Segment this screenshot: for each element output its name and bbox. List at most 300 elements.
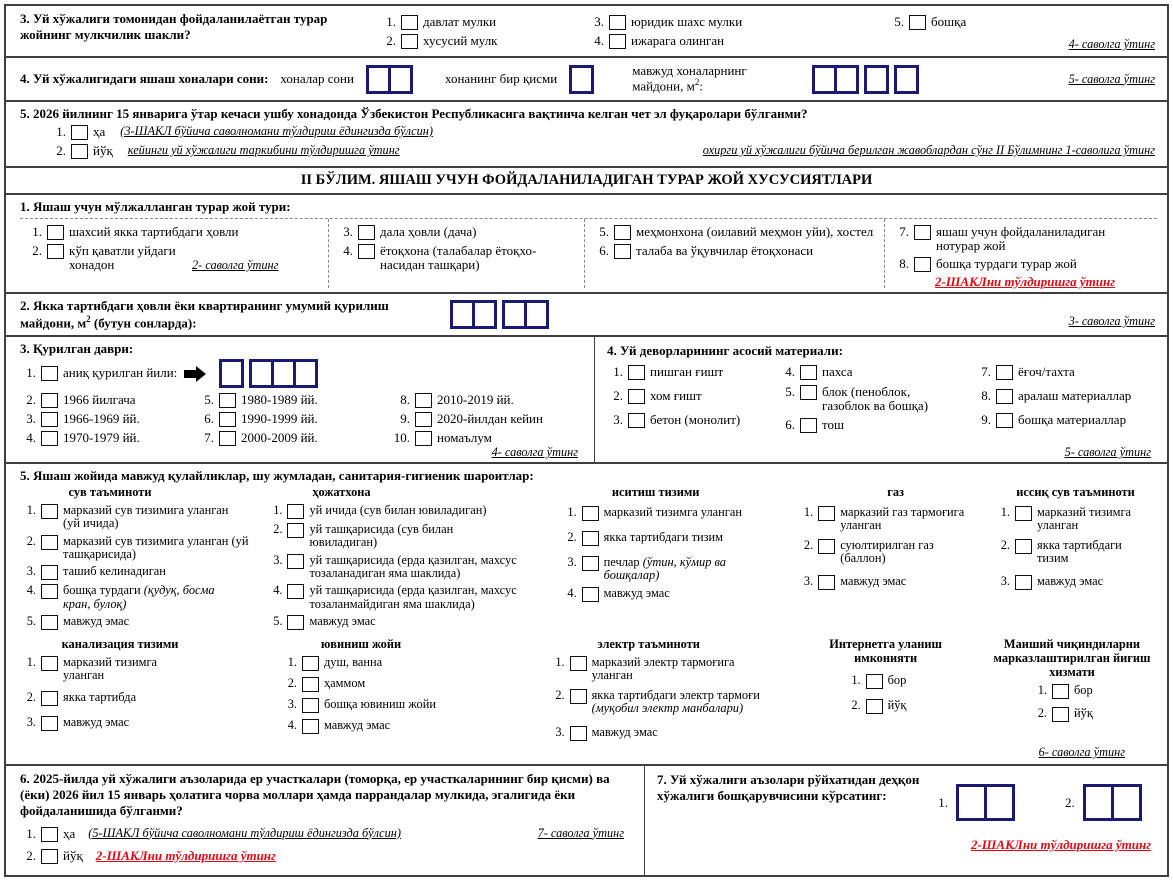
option-label: мавжуд эмас bbox=[63, 614, 130, 629]
p2q4-option-5-checkbox[interactable] bbox=[800, 385, 817, 400]
digit-cell[interactable] bbox=[1111, 784, 1142, 821]
p2q3-exact-checkbox[interactable] bbox=[41, 366, 58, 381]
option-number: 9. bbox=[981, 411, 991, 427]
option-number: 3. bbox=[613, 411, 623, 427]
water-option-3-checkbox[interactable] bbox=[41, 565, 58, 580]
option-label: бетон (монолит) bbox=[650, 411, 741, 427]
q3-option-2-checkbox[interactable] bbox=[401, 34, 418, 49]
option-label: блок (пеноблок, газоблок ва бошқа) bbox=[822, 383, 929, 413]
p2q3-option-9 bbox=[388, 412, 586, 427]
bath-option-4 bbox=[281, 719, 549, 734]
option-number: 1. bbox=[26, 365, 36, 381]
digit-cell[interactable] bbox=[524, 300, 549, 329]
q5-title: 5. 2026 йилнинг 15 январига ўтар кечаси ушбу хонадонда Ўзбекистон Республикасига вақтинча келган чет эл фуқаролари бўлганми? bbox=[20, 106, 808, 121]
option-number: 3. bbox=[26, 564, 36, 579]
p2q3-option-10 bbox=[388, 431, 586, 446]
bath-option-1-checkbox[interactable] bbox=[302, 656, 319, 671]
p2q4-option-6-checkbox[interactable] bbox=[800, 418, 817, 433]
p2q3-option-8 bbox=[388, 393, 586, 408]
member-1-cells bbox=[956, 784, 1015, 821]
option-label: йўқ bbox=[887, 697, 907, 712]
internet-option-2-checkbox[interactable] bbox=[866, 699, 883, 714]
p2q4-option-4 bbox=[779, 365, 975, 380]
option-number: 2. bbox=[555, 687, 565, 702]
hot-water-header: иссиқ сув таъминоти bbox=[1016, 484, 1135, 499]
option-label: хусусий мулк bbox=[423, 33, 498, 48]
option-number: 1. bbox=[567, 504, 577, 519]
q5-side-note: охирги уй хўжалиги бўйича берилган жавоблардан сўнг II Бўлимнинг 1-саволига ўтинг bbox=[702, 142, 1155, 157]
option-label: хом ғишт bbox=[650, 387, 702, 403]
option-number: 5. bbox=[204, 391, 214, 407]
digit-cell[interactable] bbox=[1083, 784, 1114, 821]
hotwater-option-1 bbox=[994, 506, 1157, 533]
sewer-option-2-checkbox[interactable] bbox=[41, 691, 58, 706]
p2q3-option-3 bbox=[20, 412, 198, 427]
option-label: 1966-1969 йй. bbox=[63, 410, 140, 426]
section-dwelling-type bbox=[6, 195, 1167, 294]
p2q4-option-7 bbox=[975, 365, 1157, 380]
option-label: 1980-1989 йй. bbox=[241, 391, 318, 407]
option-label: душ, ванна bbox=[323, 654, 383, 669]
p2q3-option-6-checkbox[interactable] bbox=[219, 412, 236, 427]
q-dehkan-manager bbox=[644, 766, 1167, 875]
option-label: бошқа турдаги (қудуқ, босма кран, булоқ) bbox=[63, 583, 215, 611]
q3-option-3 bbox=[588, 15, 888, 30]
p2q1-option-8 bbox=[893, 257, 1157, 272]
p2q1-option-7 bbox=[893, 225, 1157, 253]
option-number: 4. bbox=[26, 429, 36, 445]
p2q3-option-10-checkbox[interactable] bbox=[415, 431, 432, 446]
option-number: 1. bbox=[851, 672, 861, 687]
p2q1-option-4 bbox=[337, 244, 584, 272]
option-number: 2. bbox=[26, 391, 36, 407]
p2q3-option-6 bbox=[198, 412, 388, 427]
q3-option-5 bbox=[888, 15, 1155, 30]
option-number: 5. bbox=[785, 383, 795, 399]
p2q1-option-6 bbox=[593, 244, 884, 259]
q3-goto-note: 4- саволга ўтинг bbox=[1068, 37, 1155, 51]
col-hot-water bbox=[994, 486, 1157, 630]
option-label: меҳмонхона (оилавий меҳмон уйи), хостел bbox=[636, 223, 874, 239]
water-option-5-checkbox[interactable] bbox=[41, 615, 58, 630]
option-label: марказий электр тармоғига уланган bbox=[591, 654, 735, 683]
option-number: 4. bbox=[567, 585, 577, 600]
p2q1-option-4-checkbox[interactable] bbox=[358, 244, 375, 259]
gas-option-3 bbox=[797, 575, 994, 590]
option-number: 3. bbox=[555, 724, 565, 739]
section-land-livestock bbox=[6, 766, 1167, 875]
col-waste bbox=[979, 638, 1157, 740]
option-number: 2. bbox=[386, 33, 396, 48]
section-period-material bbox=[6, 337, 1167, 464]
q3-option-1-checkbox[interactable] bbox=[401, 15, 418, 30]
waste-option-2-checkbox[interactable] bbox=[1052, 707, 1069, 722]
hotwater-option-3 bbox=[994, 575, 1157, 590]
p2q3-exact-year bbox=[20, 359, 586, 388]
sewer-header: канализация тизими bbox=[61, 637, 179, 652]
waste-header: Маиший чиқиндиларни марказлаштирилган йиғиш хизмати bbox=[993, 637, 1151, 679]
p2q1-option-2-checkbox[interactable] bbox=[47, 244, 64, 259]
col-toilet bbox=[266, 486, 560, 630]
member-2-number: 2. bbox=[1065, 794, 1075, 810]
q5-option-no bbox=[50, 144, 1155, 159]
q-build-period bbox=[6, 337, 594, 462]
option-label: якка тартибда bbox=[63, 689, 137, 704]
option-number: 5. bbox=[26, 614, 36, 629]
p2q3-option-8-checkbox[interactable] bbox=[415, 393, 432, 408]
p2q4-option-6 bbox=[779, 418, 975, 433]
heating-option-4 bbox=[561, 587, 798, 602]
option-label: уй ташқарисида (ерда қазилган, махсус тозаланмайдиган яма шаклида) bbox=[309, 583, 517, 611]
section-build-area bbox=[6, 294, 1167, 337]
gas-option-3-checkbox[interactable] bbox=[818, 575, 835, 590]
heating-option-4-checkbox[interactable] bbox=[582, 587, 599, 602]
p2q3-option-2-checkbox[interactable] bbox=[41, 393, 58, 408]
p2q4-option-8 bbox=[975, 389, 1157, 404]
internet-option-2 bbox=[845, 699, 979, 714]
option-number: 6. bbox=[785, 416, 795, 432]
p2q4-option-2 bbox=[607, 389, 779, 404]
option-label: мавжуд эмас bbox=[591, 724, 658, 739]
option-number: 3. bbox=[567, 554, 577, 569]
gas-option-2-checkbox[interactable] bbox=[818, 539, 835, 554]
digit-cell[interactable] bbox=[894, 65, 919, 94]
option-label: ҳаммом bbox=[323, 675, 366, 690]
q3-option-4-checkbox[interactable] bbox=[609, 34, 626, 49]
option-label: давлат мулки bbox=[423, 14, 497, 29]
option-label: талаба ва ўқувчилар ётоқхонаси bbox=[636, 242, 814, 258]
option-label: ижарага олинган bbox=[631, 33, 725, 48]
toilet-option-5-checkbox[interactable] bbox=[287, 615, 304, 630]
col-internet bbox=[787, 638, 979, 740]
sewer-option-3-checkbox[interactable] bbox=[41, 716, 58, 731]
bathing-header: ювиниш жойи bbox=[320, 637, 402, 652]
option-label: юридик шахс мулки bbox=[631, 14, 743, 29]
p2q5-goto-note: 6- саволга ўтинг bbox=[1038, 745, 1125, 759]
internet-header: Интернетга уланиш имконияти bbox=[829, 637, 942, 665]
q4-part-label: хонанинг бир қисми bbox=[444, 71, 558, 86]
amenities-row-2 bbox=[20, 638, 1157, 740]
p2q6-option-yes bbox=[20, 827, 634, 842]
bath-option-4-checkbox[interactable] bbox=[302, 719, 319, 734]
option-number: 3. bbox=[26, 410, 36, 426]
p2q3-option-9-checkbox[interactable] bbox=[415, 412, 432, 427]
option-label: марказий сув тизимига уланган (уй ташқарисида) bbox=[63, 533, 249, 561]
p2q4-option-4-checkbox[interactable] bbox=[800, 365, 817, 380]
water-option-1 bbox=[20, 504, 266, 531]
p2q1-goto-note: 2- саволга ўтинг bbox=[192, 257, 279, 272]
option-label: бошқа материаллар bbox=[1018, 411, 1127, 427]
option-number: 3. bbox=[1000, 574, 1010, 589]
p2q3-option-5-checkbox[interactable] bbox=[219, 393, 236, 408]
electric-option-2-checkbox[interactable] bbox=[570, 689, 587, 704]
waste-option-1-checkbox[interactable] bbox=[1052, 684, 1069, 699]
option-label: марказий тизимга уланган bbox=[603, 504, 742, 519]
water-option-2-checkbox[interactable] bbox=[41, 535, 58, 550]
toilet-option-2-checkbox[interactable] bbox=[287, 523, 304, 538]
option-number: 5. bbox=[894, 14, 904, 29]
option-label: мавжуд эмас bbox=[840, 574, 907, 589]
q5-yes-note: (3-ШАКЛ бўйича саволномани тўлдириш ёдингизда бўлсин) bbox=[120, 123, 433, 138]
option-label: якка тартибдаги тизим bbox=[603, 529, 723, 544]
digit-cell[interactable] bbox=[956, 784, 987, 821]
sewer-option-1-checkbox[interactable] bbox=[41, 656, 58, 671]
p2q3-option-4 bbox=[20, 431, 198, 446]
toilet-option-3 bbox=[266, 554, 560, 581]
option-label: ҳа bbox=[93, 123, 106, 139]
toilet-option-4-checkbox[interactable] bbox=[287, 584, 304, 599]
water-option-2 bbox=[20, 535, 266, 562]
sewer-option-2 bbox=[20, 691, 261, 706]
option-number: 1. bbox=[1037, 682, 1047, 697]
option-number: 4. bbox=[785, 363, 795, 379]
p2q4-options bbox=[607, 361, 1157, 433]
option-label: уй ташқарисида (ерда қазилган, махсус тозаланадиган яма шаклида) bbox=[309, 552, 517, 580]
internet-option-1 bbox=[845, 674, 979, 689]
q3-option-1 bbox=[380, 15, 588, 30]
p2q6-no-checkbox[interactable] bbox=[41, 849, 58, 864]
heating-option-2 bbox=[561, 531, 798, 546]
option-number: 4. bbox=[273, 583, 283, 598]
p2q4-option-8-checkbox[interactable] bbox=[996, 389, 1013, 404]
option-number: 6. bbox=[599, 242, 609, 258]
q4-area-cells bbox=[812, 65, 919, 94]
option-number: 8. bbox=[981, 387, 991, 403]
option-label: дала ҳовли (дача) bbox=[380, 223, 477, 239]
p2q4-option-3-checkbox[interactable] bbox=[628, 413, 645, 428]
heating-option-2-checkbox[interactable] bbox=[582, 531, 599, 546]
option-number: 2. bbox=[287, 675, 297, 690]
option-label: тош bbox=[822, 416, 845, 432]
p2q3-title: 3. Қурилган даври: bbox=[20, 341, 134, 356]
option-number: 6. bbox=[204, 410, 214, 426]
section-ownership bbox=[6, 6, 1167, 58]
option-label: бор bbox=[887, 672, 907, 687]
option-label: марказий тизимга уланган bbox=[1037, 504, 1132, 533]
p2q3-option-2 bbox=[20, 393, 198, 408]
q4-part-cell[interactable] bbox=[569, 65, 594, 94]
digit-cell[interactable] bbox=[293, 359, 318, 388]
heating-header: иситиш тизими bbox=[611, 484, 700, 499]
q4-goto-note: 5- саволга ўтинг bbox=[1068, 71, 1155, 86]
option-number: 1. bbox=[273, 502, 283, 517]
electric-option-3-checkbox[interactable] bbox=[570, 726, 587, 741]
option-number: 4. bbox=[287, 717, 297, 732]
option-label: марказий сув тизимига уланган (уй ичида) bbox=[63, 502, 229, 531]
heating-option-3-checkbox[interactable] bbox=[582, 556, 599, 571]
digit-cell[interactable] bbox=[834, 65, 859, 94]
col-water-supply bbox=[20, 486, 266, 630]
p2q4-option-5 bbox=[779, 385, 975, 413]
p2q3-option-7-checkbox[interactable] bbox=[219, 431, 236, 446]
option-number: 5. bbox=[273, 614, 283, 629]
q4-area-label: мавжуд хоналарнинг майдони, $м^2$: bbox=[632, 63, 747, 94]
option-label: бошқа ювиниш жойи bbox=[323, 696, 436, 711]
q5-yes-checkbox[interactable] bbox=[71, 125, 88, 140]
gas-option-1 bbox=[797, 506, 994, 533]
q3-title: 3. Уй хўжалиги томонидан фойдаланилаётган турар жойнинг мулкчилик шакли? bbox=[20, 11, 328, 42]
gas-option-1-checkbox[interactable] bbox=[818, 506, 835, 521]
q3-option-3-checkbox[interactable] bbox=[609, 15, 626, 30]
p2q6-red-note: 2-ШАКЛни тўлдиришга ўтинг bbox=[95, 847, 276, 863]
option-label: марказий тизимга уланган bbox=[63, 654, 158, 683]
digit-cell[interactable] bbox=[388, 65, 413, 94]
q5-no-note: кейинги уй хўжалиги таркибини тўлдиришга ўтинг bbox=[127, 142, 400, 157]
hotwater-option-1-checkbox[interactable] bbox=[1015, 506, 1032, 521]
option-number: 2. bbox=[851, 697, 861, 712]
option-label: уй ташқарисида (сув билан ювиладиган) bbox=[309, 521, 454, 550]
option-label: пахса bbox=[822, 363, 853, 379]
bath-option-3-checkbox[interactable] bbox=[302, 698, 319, 713]
option-label: суюлтирилган газ (баллон) bbox=[840, 537, 934, 565]
option-label: якка тартибдаги электр тармоғи (муқобил электр манбалари) bbox=[591, 687, 760, 716]
p2q4-option-7-checkbox[interactable] bbox=[996, 365, 1013, 380]
census-form bbox=[4, 4, 1169, 877]
col-electric bbox=[549, 638, 787, 740]
p2q3-option-4-checkbox[interactable] bbox=[41, 431, 58, 446]
p2q1-option-1 bbox=[20, 225, 328, 240]
right-arrow-icon bbox=[184, 366, 206, 382]
electric-option-3 bbox=[549, 726, 787, 741]
p2q4-option-1-checkbox[interactable] bbox=[628, 365, 645, 380]
option-number: 4. bbox=[26, 583, 36, 598]
option-number: 2. bbox=[32, 242, 42, 258]
option-label: марказий газ тармоғига уланган bbox=[840, 504, 965, 533]
option-number: 2. bbox=[26, 847, 36, 863]
water-option-4-checkbox[interactable] bbox=[41, 584, 58, 599]
digit-cell[interactable] bbox=[864, 65, 889, 94]
exact-year-label: аниқ қурилган йили: bbox=[63, 365, 178, 381]
option-label: яшаш учун фойдаланиладиган нотурар жой bbox=[936, 223, 1106, 253]
p2q1-option-1-checkbox[interactable] bbox=[47, 225, 64, 240]
col-gas bbox=[797, 486, 994, 630]
p2q2-title: 2. Якка тартибдаги ҳовли ёки квартиранинг умумий қурилиш майдони, $м^2$ (бутун сонларда): bbox=[20, 297, 389, 331]
digit-cell[interactable] bbox=[472, 300, 497, 329]
electric-option-1-checkbox[interactable] bbox=[570, 656, 587, 671]
q3-option-5-checkbox[interactable] bbox=[909, 15, 926, 30]
option-number: 2. bbox=[273, 521, 283, 536]
hotwater-option-3-checkbox[interactable] bbox=[1015, 575, 1032, 590]
p2q7-red-note: 2-ШАКЛни тўлдиришга ўтинг bbox=[970, 837, 1151, 852]
digit-cell[interactable] bbox=[984, 784, 1015, 821]
toilet-option-1-checkbox[interactable] bbox=[287, 504, 304, 519]
p2q1-option-8-checkbox[interactable] bbox=[914, 257, 931, 272]
option-label: 1970-1979 йй. bbox=[63, 429, 140, 445]
p2q7-title: 7. Уй хўжалиги аъзолари рўйхатидан деҳқон хўжалиги бошқарувчисини кўрсатинг: bbox=[657, 772, 920, 803]
part2-header: II БЎЛИМ. ЯШАШ УЧУН ФОЙДАЛАНИЛАДИГАН ТУРАР ЖОЙ ХУСУСИЯТЛАРИ bbox=[6, 168, 1167, 195]
option-number: 4. bbox=[594, 33, 604, 48]
heating-option-1-checkbox[interactable] bbox=[582, 506, 599, 521]
p2q3-option-3-checkbox[interactable] bbox=[41, 412, 58, 427]
section-amenities bbox=[6, 464, 1167, 766]
water-option-4 bbox=[20, 584, 266, 611]
p2q1-option-6-checkbox[interactable] bbox=[614, 244, 631, 259]
option-number: 3. bbox=[803, 574, 814, 589]
option-number: 8. bbox=[400, 391, 410, 407]
option-number: 7. bbox=[204, 429, 214, 445]
p2q5-title: 5. Яшаш жойида мавжуд қулайликлар, шу жумладан, санитария-гигиеник шароитлар: bbox=[20, 468, 534, 483]
heating-option-3 bbox=[561, 556, 798, 583]
option-number: 5. bbox=[599, 223, 609, 239]
member-1-number: 1. bbox=[938, 794, 948, 810]
toilet-header: ҳожатхона bbox=[312, 484, 371, 499]
option-label: ётоқхона (талабалар ётоқхо-насидан ташқари) bbox=[380, 242, 537, 272]
option-label: мавжуд эмас bbox=[63, 714, 130, 729]
section-rooms-count bbox=[6, 58, 1167, 102]
p2q1-option-3 bbox=[337, 225, 584, 240]
option-number: 1. bbox=[56, 123, 66, 139]
option-label: бор bbox=[1074, 682, 1093, 697]
option-number: 2. bbox=[1000, 537, 1010, 552]
p2q6-yes-note: (5-ШАКЛ бўйича саволномани тўлдириш ёдингизда бўлсин) bbox=[88, 825, 401, 840]
water-option-5 bbox=[20, 615, 266, 630]
p2q3-option-5 bbox=[198, 393, 388, 408]
electric-option-1 bbox=[549, 656, 787, 683]
p2q4-option-9-checkbox[interactable] bbox=[996, 413, 1013, 428]
q5-no-checkbox[interactable] bbox=[71, 144, 88, 159]
option-label: бошқа bbox=[931, 14, 967, 29]
q-wall-material bbox=[594, 337, 1167, 462]
option-label: бошқа турдаги турар жой bbox=[936, 255, 1077, 271]
bath-option-2-checkbox[interactable] bbox=[302, 677, 319, 692]
gas-header: газ bbox=[887, 484, 905, 499]
p2q1-option-7-checkbox[interactable] bbox=[914, 225, 931, 240]
option-label: мавжуд эмас bbox=[603, 585, 670, 600]
hotwater-option-2 bbox=[994, 539, 1157, 566]
hotwater-option-2-checkbox[interactable] bbox=[1015, 539, 1032, 554]
option-number: 2. bbox=[56, 142, 66, 158]
digit-cell[interactable] bbox=[219, 359, 244, 388]
year-cells bbox=[219, 359, 318, 388]
option-label: йўқ bbox=[63, 847, 83, 863]
toilet-option-3-checkbox[interactable] bbox=[287, 554, 304, 569]
option-number: 7. bbox=[981, 363, 991, 379]
p2q6-goto-note: 7- саволга ўтинг bbox=[537, 825, 624, 840]
option-number: 2. bbox=[567, 529, 577, 544]
p2q4-option-2-checkbox[interactable] bbox=[628, 389, 645, 404]
waste-option-2 bbox=[1031, 707, 1157, 722]
option-label: ташиб келинадиган bbox=[63, 564, 166, 579]
gas-option-2 bbox=[797, 539, 994, 566]
q4-rooms-cells bbox=[366, 65, 413, 94]
p2q1-option-5-checkbox[interactable] bbox=[614, 225, 631, 240]
p2q6-yes-checkbox[interactable] bbox=[41, 827, 58, 842]
p2q6-title: 6. 2025-йилда уй хўжалиги аъзоларида ер участкалари (томорқа, ер участкаларининг бир қисми) ва (ёки) 2026 йил 15 январь ҳолатига чорва моллари ҳамда паррандалар мулкида, эгалигида ёки фойдаланишида бўлганми? bbox=[20, 771, 610, 818]
option-label: кўп қаватли уйдаги хонадон bbox=[69, 242, 176, 272]
option-label: 2010-2019 йй. bbox=[437, 391, 514, 407]
col-sewer bbox=[20, 638, 261, 740]
water-option-1-checkbox[interactable] bbox=[41, 504, 58, 519]
option-label: уй ичида (сув билан ювиладиган) bbox=[309, 502, 487, 517]
option-number: 2. bbox=[26, 689, 36, 704]
option-number: 1. bbox=[386, 14, 396, 29]
option-number: 2. bbox=[26, 533, 36, 548]
option-label: 1990-1999 йй. bbox=[241, 410, 318, 426]
p2q3-period-options bbox=[20, 389, 586, 446]
p2q3-goto-note: 4- саволга ўтинг bbox=[491, 445, 578, 459]
option-label: ёғоч/тахта bbox=[1018, 363, 1075, 379]
option-label: мавжуд эмас bbox=[309, 614, 376, 629]
option-number: 2. bbox=[1037, 705, 1047, 720]
option-number: 1. bbox=[26, 502, 36, 517]
p2q4-goto-note: 5- саволга ўтинг bbox=[1064, 445, 1151, 459]
p2q1-option-3-checkbox[interactable] bbox=[358, 225, 375, 240]
sewer-option-3 bbox=[20, 716, 261, 731]
option-number: 10. bbox=[393, 429, 410, 445]
internet-option-1-checkbox[interactable] bbox=[866, 674, 883, 689]
option-label: 2020-йилдан кейин bbox=[437, 410, 543, 426]
electric-header: электр таъминоти bbox=[597, 637, 700, 652]
